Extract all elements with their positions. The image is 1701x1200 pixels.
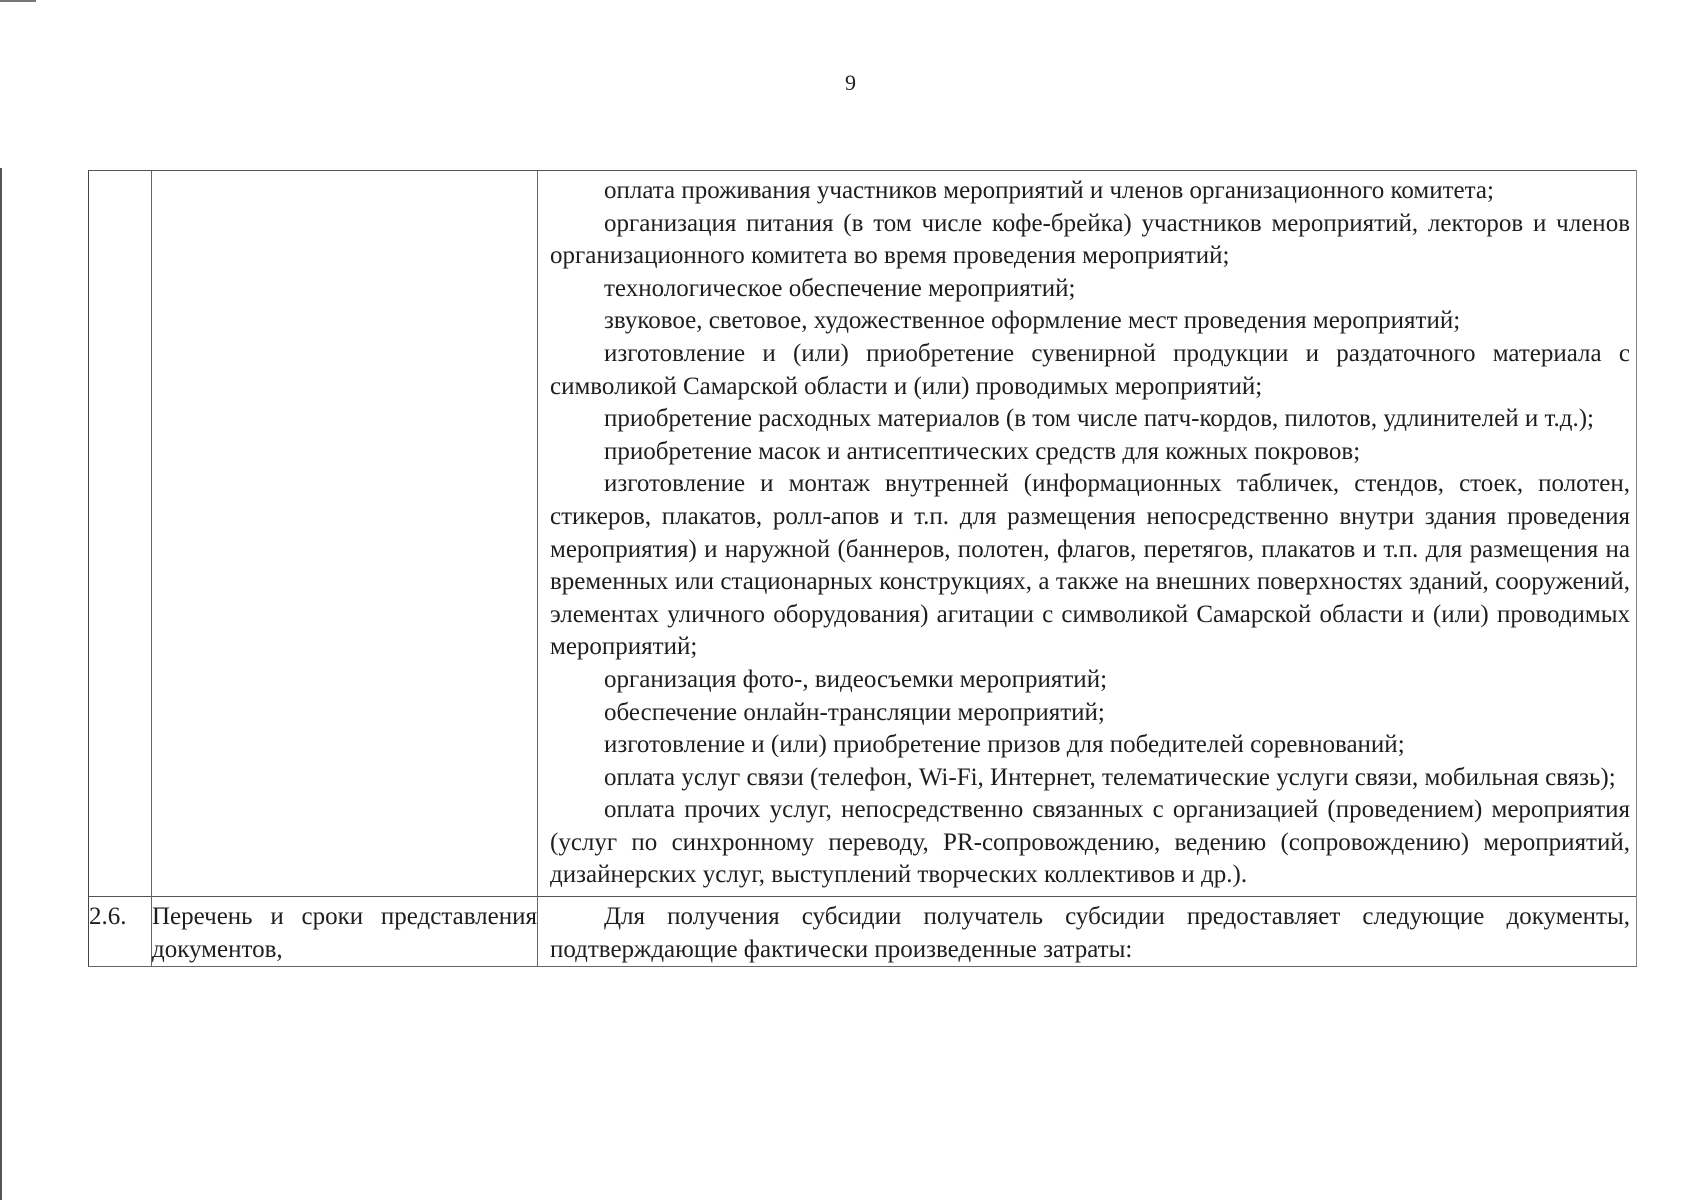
cell-name: [152, 171, 538, 897]
paragraph: приобретение расходных материалов (в том числе патч-кордов, пилотов, удлинителей и т.д.);: [604, 405, 1594, 433]
document-table: [88, 170, 1637, 967]
paragraph: изготовление и монтаж внутренней (информационных табличек, стендов, стоек, полотен, стикеров, плакатов, ролл-апов и т.п. для размещения непосредственно внутри здания проведения мероприятия) и наружной (баннеров, полотен, флагов, перетягов, плакатов и т.п. для размещения на временных или стационарных конструкциях, а также на внешних поверхностях зданий, сооружений, элементах уличного оборудования) агитации с символикой Самарской области и (или) проводимых мероприятий;: [550, 470, 1630, 661]
page-number: 9: [845, 70, 856, 95]
paragraph: изготовление и (или) приобретение призов для победителей соревнований;: [604, 731, 1405, 759]
cell-text: [538, 171, 1637, 897]
paragraph: организация фото-, видеосъемки мероприятий;: [604, 665, 1108, 693]
table-row-2-6: [89, 897, 1637, 967]
table-row-continuation: [89, 171, 1637, 897]
paragraph: оплата прочих услуг, непосредственно связанных с организацией (проведением) мероприятия (услуг по синхронному переводу, PR-сопровождению, ведению (сопровождению) мероприятий, дизайнерских услуг, выступлений творческих коллективов и др.).: [550, 796, 1630, 889]
scan-left-edge: [0, 0, 2, 1200]
cell-name: Перечень и сроки представления документов,: [152, 897, 538, 967]
paragraph: звуковое, световое, художественное оформление мест проведения мероприятий;: [604, 307, 1461, 335]
paragraph: изготовление и (или) приобретение сувенирной продукции и раздаточного материала с символикой Самарской области и (или) проводимых мероприятий;: [550, 339, 1630, 400]
paragraph: приобретение масок и антисептических средств для кожных покровов;: [604, 437, 1361, 465]
paragraph: Для получения субсидии получатель субсидии предоставляет следующие документы, подтверждающие фактически произведенные затраты:: [550, 903, 1630, 963]
paragraph: организация питания (в том числе кофе-брейка) участников мероприятий, лекторов и членов организационного комитета во время проведения мероприятий;: [550, 209, 1630, 270]
paragraph: оплата проживания участников мероприятий и членов организационного комитета;: [604, 177, 1494, 204]
cell-text: [538, 897, 1637, 967]
scan-top-mark: [0, 0, 36, 2]
cell-number: [89, 171, 152, 897]
cell-number: 2.6.: [89, 897, 152, 967]
paragraph: технологическое обеспечение мероприятий;: [604, 274, 1076, 302]
paragraph: обеспечение онлайн-трансляции мероприятий;: [604, 698, 1105, 726]
paragraph: оплата услуг связи (телефон, Wi-Fi, Интернет, телематические услуги связи, мобильная связь);: [604, 763, 1616, 791]
